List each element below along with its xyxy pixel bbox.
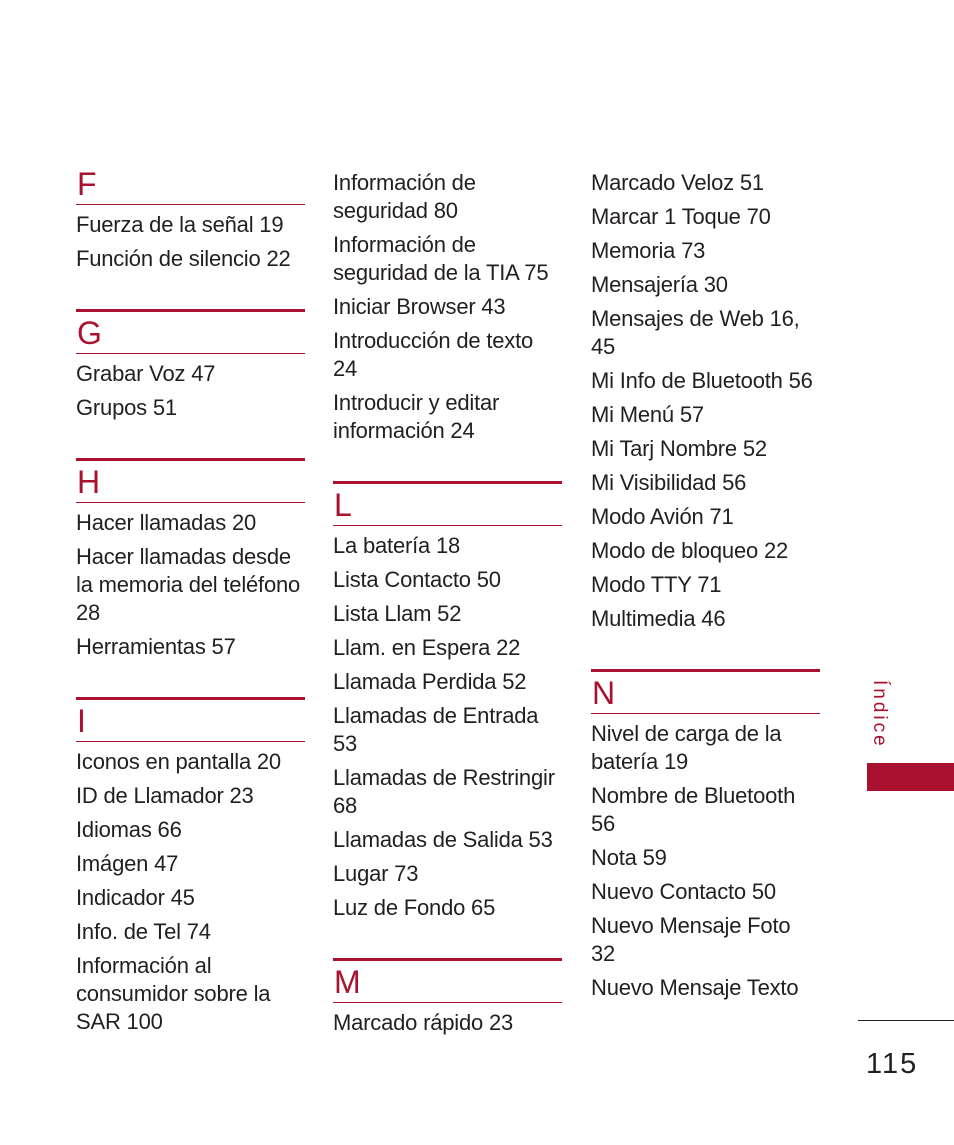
index-entry: Llam. en Espera 22	[333, 635, 521, 660]
index-entry: Memoria 73	[591, 238, 706, 263]
index-section	[333, 481, 562, 922]
index-entry: Modo TTY 71	[591, 572, 722, 597]
index-entry: Información al consumidor sobre la SAR 100	[76, 953, 271, 1034]
index-entry: Marcado Veloz 51	[591, 170, 764, 195]
index-entry: Información de seguridad 80	[333, 170, 476, 223]
section-rule	[76, 204, 305, 205]
index-entry: Marcar 1 Toque 70	[591, 204, 771, 229]
index-section	[76, 697, 305, 1036]
index-section	[591, 669, 820, 1002]
index-entry: Nuevo Contacto 50	[591, 879, 776, 904]
index-entry: Info. de Tel 74	[76, 919, 211, 944]
index-section	[333, 958, 562, 1037]
index-entry: Lista Contacto 50	[333, 567, 501, 592]
index-entry: Nivel de carga de la batería 19	[591, 721, 782, 774]
index-entry: ID de Llamador 23	[76, 783, 254, 808]
index-entry: Lugar 73	[333, 861, 419, 886]
section-rule	[76, 353, 305, 354]
index-entry: La batería 18	[333, 533, 461, 558]
index-entry: Iniciar Browser 43	[333, 294, 506, 319]
index-entry: Llamadas de Restringir 68	[333, 765, 555, 818]
index-entry: Nuevo Mensaje Texto	[591, 975, 799, 1000]
section-rule	[333, 1002, 562, 1003]
index-entry: Hacer llamadas 20	[76, 510, 257, 535]
index-entry: Función de silencio 22	[76, 246, 291, 271]
index-entry: Fuerza de la señal 19	[76, 212, 284, 237]
index-entry: Hacer llamadas desde la memoria del teléfono 28	[76, 544, 301, 625]
index-entry: Mi Visibilidad 56	[591, 470, 747, 495]
section-letter: M	[334, 964, 361, 1000]
index-entry: Multimedia 46	[591, 606, 726, 631]
section-rule	[76, 741, 305, 742]
index-entry: Información de seguridad de la TIA 75	[333, 232, 549, 285]
page-number: 115	[866, 1048, 919, 1080]
section-rule	[76, 502, 305, 503]
index-entry: Nombre de Bluetooth 56	[591, 783, 796, 836]
index-entry: Iconos en pantalla 20	[76, 749, 281, 774]
section-rule	[333, 525, 562, 526]
index-entry: Llamadas de Salida 53	[333, 827, 553, 852]
section-letter: H	[77, 464, 101, 500]
index-entry: Indicador 45	[76, 885, 195, 910]
section-letter: L	[334, 487, 352, 523]
index-column-2	[333, 166, 562, 1043]
index-section	[76, 458, 305, 661]
section-letter: G	[77, 315, 102, 351]
section-letter: I	[77, 703, 86, 739]
index-entry: Mensajes de Web 16, 45	[591, 306, 800, 359]
index-section	[76, 166, 305, 273]
index-section	[76, 309, 305, 422]
index-entry: Introducción de texto 24	[333, 328, 534, 381]
footer-rule	[858, 1020, 954, 1021]
index-entry: Nuevo Mensaje Foto 32	[591, 913, 791, 966]
index-entry: Modo Avión 71	[591, 504, 734, 529]
index-entry: Introducir y editar información 24	[333, 390, 500, 443]
index-entry: Llamada Perdida 52	[333, 669, 527, 694]
side-tab-bar	[867, 763, 954, 791]
section-letter: F	[77, 166, 97, 202]
index-entry: Modo de bloqueo 22	[591, 538, 789, 563]
index-entry: Herramientas 57	[76, 634, 236, 659]
section-rule	[591, 713, 820, 714]
index-column-1	[76, 166, 305, 1042]
index-entry: Nota 59	[591, 845, 667, 870]
index-entry: Mi Menú 57	[591, 402, 704, 427]
index-entry: Mi Info de Bluetooth 56	[591, 368, 813, 393]
section-letter: N	[592, 675, 616, 711]
index-column-3	[591, 166, 820, 1008]
continued-entries	[333, 169, 562, 445]
index-entry: Marcado rápido 23	[333, 1010, 514, 1035]
index-entry: Lista Llam 52	[333, 601, 462, 626]
index-entry: Grabar Voz 47	[76, 361, 216, 386]
index-entry: Idiomas 66	[76, 817, 182, 842]
index-entry: Grupos 51	[76, 395, 177, 420]
side-tab-label: Índice	[869, 680, 890, 749]
index-entry: Llamadas de Entrada 53	[333, 703, 539, 756]
index-entry: Mi Tarj Nombre 52	[591, 436, 767, 461]
continued-entries	[591, 169, 820, 633]
index-entry: Imágen 47	[76, 851, 179, 876]
index-entry: Mensajería 30	[591, 272, 728, 297]
index-entry: Luz de Fondo 65	[333, 895, 496, 920]
